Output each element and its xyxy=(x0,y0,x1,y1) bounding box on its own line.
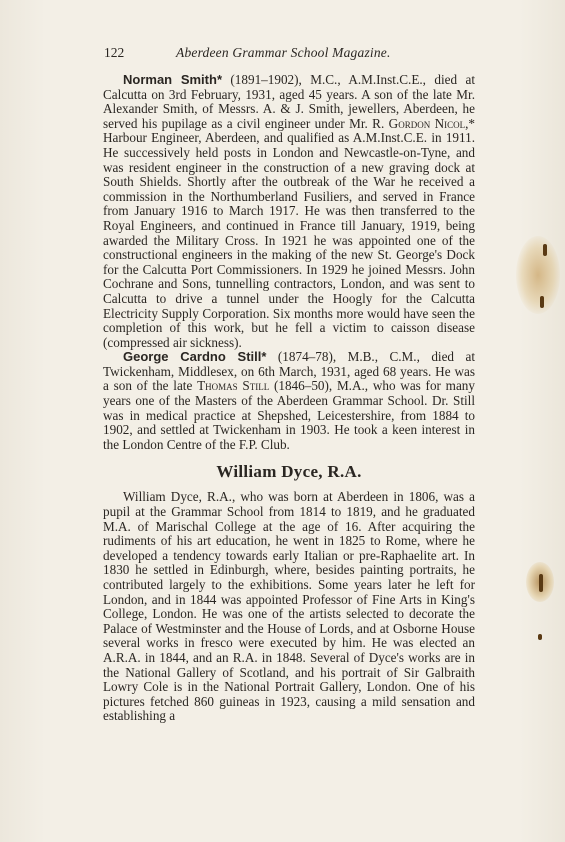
obituary-name: Norman Smith* xyxy=(123,72,223,87)
running-title: Aberdeen Grammar School Magazine. xyxy=(176,45,391,60)
section-paragraph: William Dyce, R.A., who was born at Aberdeen in 1806, was a pupil at the Grammar School from 1814 to 1819, and he graduated M.A. of Marischal College at the age of 16. After acquiring the rudiments of his art education, he went in 1825 to Rome, where he developed a tendency towards early Italian or pre-Raphaelite art. In 1830 he settled in Edinburgh, where, besides painting portraits, he contributed largely to the exhibitions. Some years later he left for London, and in 1844 was appointed Professor of Fine Arts in King's College, London. He was one of the artists selected to decorate the Palace of Westminster and the House of Lords, and at Osborne House several works in fresco were executed by him. He was elected an A.R.A. in 1844, and an R.A. in 1848. Several of Dyce's works are in the National Gallery of Scotland, and his portrait of Sir Galbraith Lowry Cole is in the National Portrait Gallery, London. One of his pictures fetched 860 guineas in 1923, causing a mild sensation and establishing a xyxy=(103,489,475,724)
foxing-stain xyxy=(516,236,560,314)
obituary-text: * Harbour Engineer, Aberdeen, and qualified as A.M.Inst.C.E. in 1911. He successively held posts in London and Newcastle-on-Tyne, and was resident engineer in the construction of a new graving dock at South Shields. Shortly after the outbreak of the War he received a commission in the Northumberland Fusiliers, and served in France from January 1916 to March 1917. He was then transferred to the Royal Engineers, and continued in France till January, 1919, being awarded the Military Cross. In 1921 he was appointed one of the constructional engineers in the making of the new St. George's Dock for the Calcutta Port Commissioners. In 1929 he joined Messrs. John Cochrane and Sons, tunnelling contractors, London, and was sent to Calcutta to drive a tunnel under the Hoogly for the Calcutta Electricity Supply Corporation. Six months more would have seen the completion of this work, but he fell a victim to caisson disease (compressed air sickness). xyxy=(103,115,476,350)
page-number: 122 xyxy=(104,45,125,60)
binding-mark xyxy=(543,244,547,256)
section-title: William Dyce, R.A. xyxy=(216,462,362,482)
binding-mark xyxy=(538,634,542,640)
page-header xyxy=(104,44,474,62)
person-name-smallcaps: Thomas Still xyxy=(197,378,270,394)
binding-mark xyxy=(539,574,543,592)
obituary-paragraph xyxy=(103,73,475,350)
obituary-paragraph xyxy=(103,350,475,452)
page-body xyxy=(103,73,475,724)
obituary-text: (1891–1902), M.C., A.M.Inst.C.E., died at Calcutta on 3rd February, 1931, aged 45 years. A son of the late Mr. Alexander Smith, of Messrs. A. & J. Smith, jewellers, Aberdeen, he served his pupilage as a civil engineer under Mr. R. xyxy=(103,72,476,131)
obituary-text: (1874–78), M.B., C.M., died at Twickenham, Middlesex, on 6th March, 1931, aged 68 years. He was a son of the late xyxy=(103,349,475,394)
obituary-name: George Cardno Still* xyxy=(123,349,267,365)
binding-mark xyxy=(540,296,544,308)
obituary-text: (1846–50), M.A., who was for many years one of the Masters of the Aberdeen Grammar School. Dr. Still was in medical practice at Shepshed, Leicestershire, from 1884 to 1902, and settled at Twickenham in 1903. He took a keen interest in the London Centre of the F.P. Club. xyxy=(103,378,475,452)
person-name-smallcaps: Gordon Nicol, xyxy=(388,115,469,131)
